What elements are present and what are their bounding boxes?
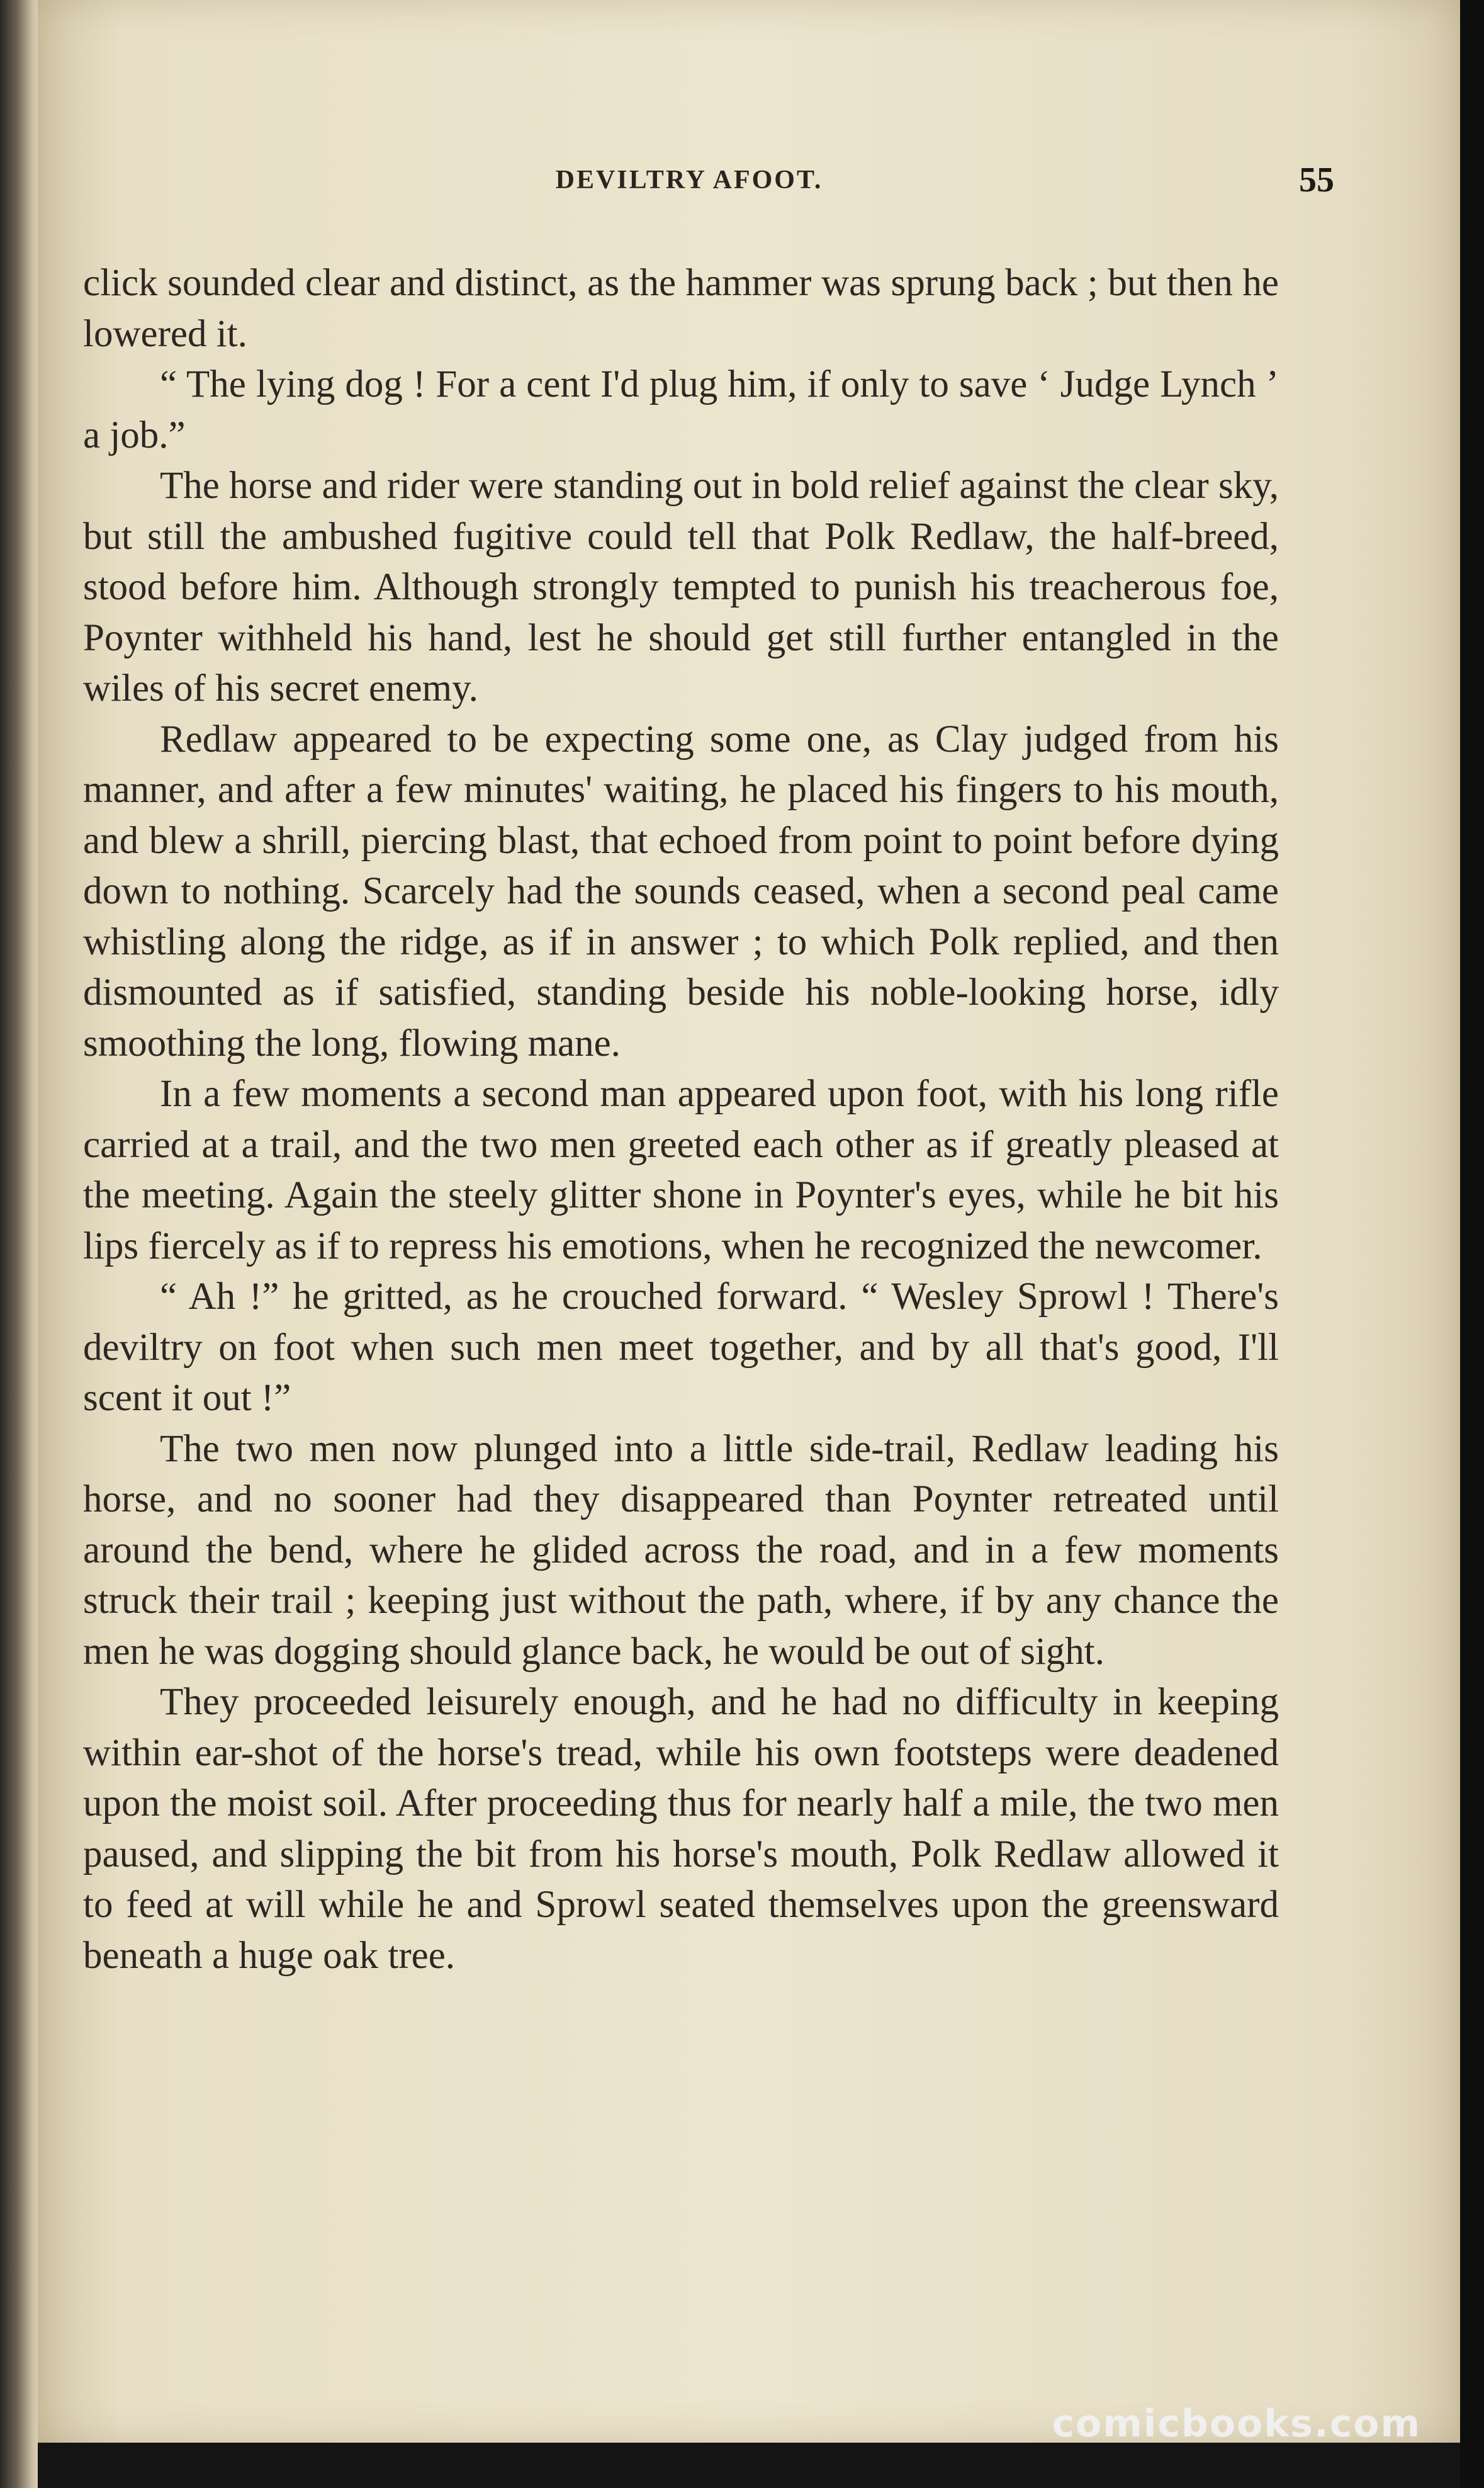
paragraph: The two men now plunged into a little side-trail, Redlaw leading his horse, and no sooner had they disappeared than Poynter retreated until around the bend, where he glided across the road, and in a few moments struck their trail ; keeping just without the path, where, if by any chance the men he was dogging should glance back, he would be out of sight. <box>83 1427 1279 1673</box>
page-edge-shadow <box>1460 0 1484 2488</box>
paragraph: They proceeded leisurely enough, and he had no difficulty in keeping within ear-shot of the horse's tread, while his own footsteps were deadened upon the moist soil. After proceeding thus for nearly half a mile, the two men paused, and slipping the bit from his horse's mouth, Polk Redlaw allowed it to feed at will while he and Sprowl seated themselves upon the greensward beneath a huge oak tree. <box>83 1681 1279 1977</box>
running-head: DEVILTRY AFOOT. <box>555 166 823 195</box>
paragraph: Redlaw appeared to be expecting some one, as Clay judged from his manner, and after a few minutes' waiting, he placed his fingers to his mouth, and blew a shrill, piercing blast, that echoed from point to point before dying down to nothing. Scarcely had the sounds ceased, when a second peal came whistling along the ridge, as if in answer ; to which Polk replied, and then dismounted as if satisfied, standing beside his noble-looking horse, idly smoothing the long, flowing mane. <box>83 718 1279 1065</box>
paragraph: In a few moments a second man appeared upon foot, with his long rifle carried at a trail, and the two men greeted each other as if greatly pleased at the meeting. Again the steely glitter shone in Poynter's eyes, while he bit his lips fiercely as if to repress his emotions, when he recognized the newcomer. <box>83 1073 1279 1267</box>
page-header <box>44 161 1334 209</box>
body-text <box>83 258 1279 1981</box>
paragraph: click sounded clear and distinct, as the hammer was sprung back ; but then he lowered it. <box>83 262 1279 355</box>
watermark: comicbooks.com <box>1052 2402 1421 2446</box>
paragraph: “ Ah !” he gritted, as he crouched forward. “ Wesley Sprowl ! There's deviltry on foot when such men meet together, and by all that's good, I'll scent it out !” <box>83 1275 1279 1419</box>
paragraph: “ The lying dog ! For a cent I'd plug him, if only to save ‘ Judge Lynch ’ a job.” <box>83 363 1279 456</box>
book-spine-shadow <box>0 0 38 2488</box>
paragraph: The horse and rider were standing out in bold relief against the clear sky, but still the ambushed fugitive could tell that Polk Redlaw, the half-breed, stood before him. Although strongly tempted to punish his treacherous foe, Poynter withheld his hand, lest he should get still further entangled in the wiles of his secret enemy. <box>83 465 1279 710</box>
page-number: 55 <box>1299 161 1334 200</box>
